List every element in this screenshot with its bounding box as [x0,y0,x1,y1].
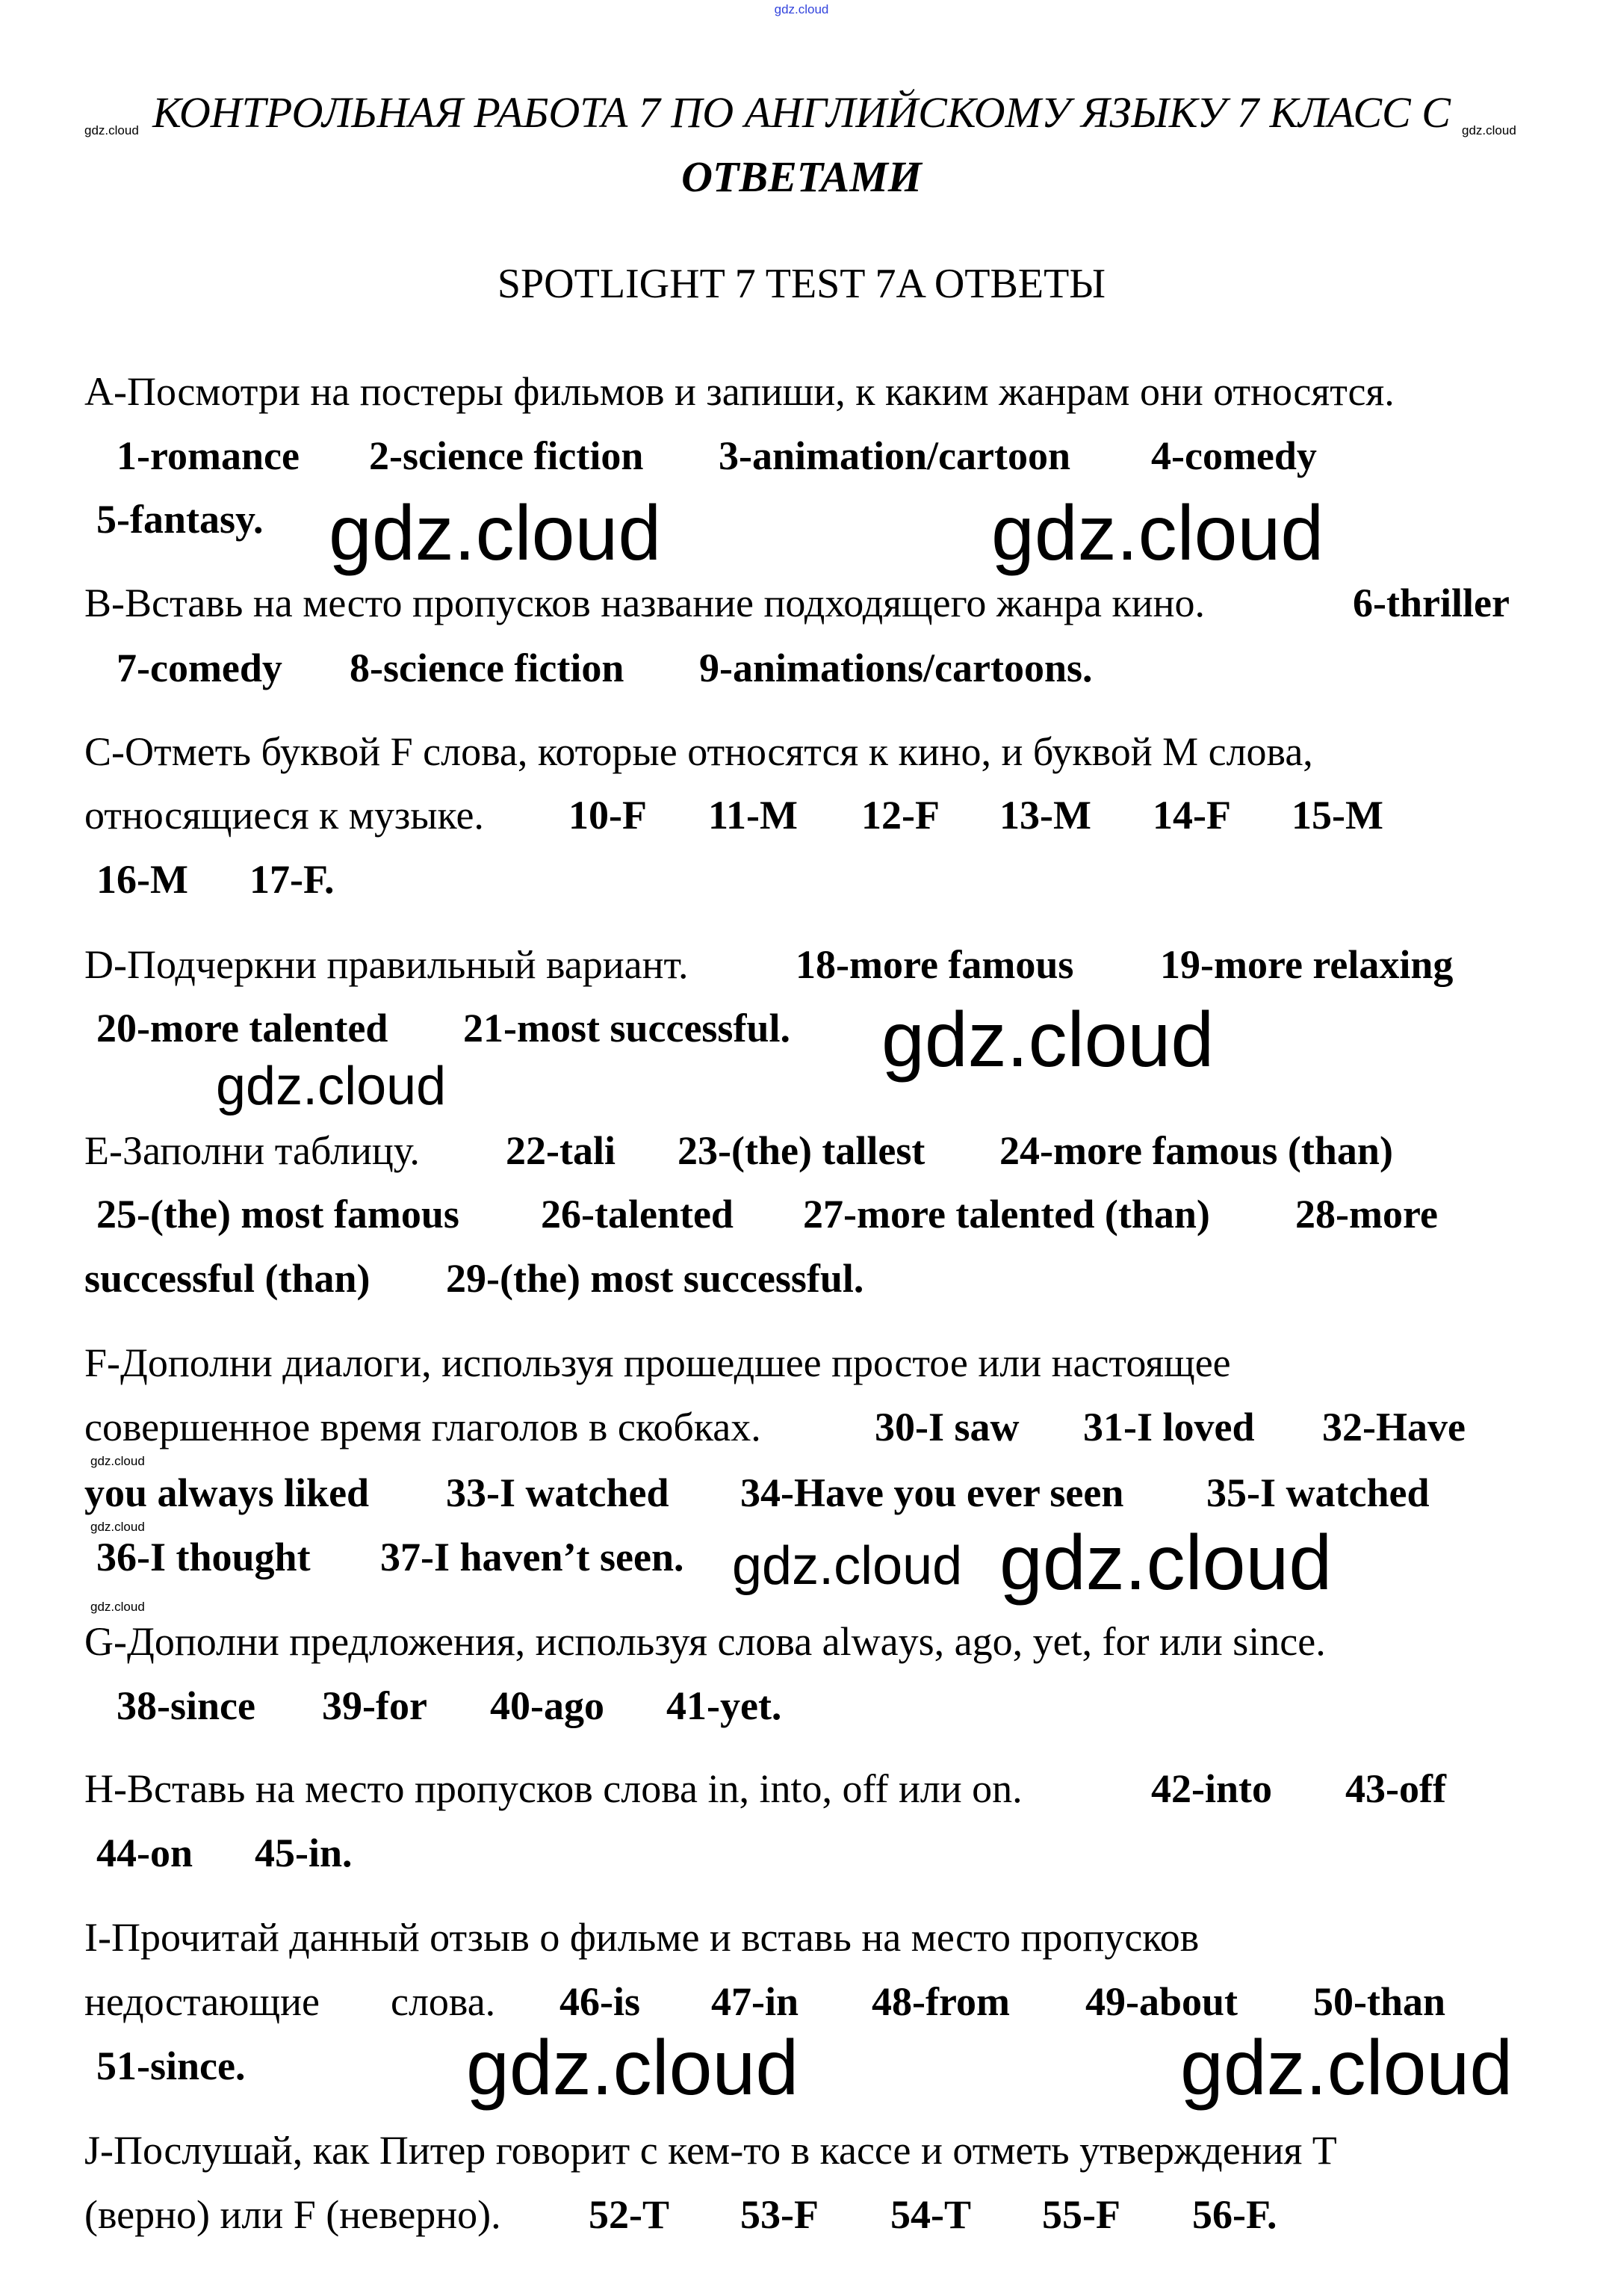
watermark-small: gdz.cloud [90,1520,145,1534]
answer: 39-for [322,1683,427,1728]
answer: 35-I watched [1206,1470,1430,1515]
document-heading: SPOTLIGHT 7 TEST 7A ОТВЕТЫ [497,261,1106,307]
answer: 8-science fiction [350,646,624,690]
answer: 34-Have you ever seen [740,1470,1124,1515]
answer: 3-animation/cartoon [719,433,1070,478]
instruction-i: недостающие [84,1979,320,2024]
answer: 49-about [1085,1979,1238,2024]
answer: 1-romance [117,433,300,478]
watermark-top: gdz.cloud [774,2,829,16]
answer: 5-fantasy. [96,497,264,542]
answer: 4-comedy [1151,433,1317,478]
instruction-c: относящиеся к музыке. [84,793,484,838]
answer: 32-Have [1322,1405,1466,1449]
answer: 13-M [999,793,1091,838]
answer: 14-F [1153,793,1231,838]
watermark: gdz.cloud [881,997,1215,1083]
instruction-j: J-Послушай, как Питер говорит с кем-то в кассе и отметь утверждения T [84,2128,1337,2173]
answer: 33-I watched [446,1470,669,1515]
watermark-small: gdz.cloud [90,1454,145,1468]
instruction-f: совершенное время глаголов в скобках. [84,1405,761,1449]
answer: 26-talented [541,1192,734,1237]
watermark-small: gdz.cloud [84,123,139,137]
answer: 37-I haven’t seen. [380,1535,684,1579]
instruction-i: I-Прочитай данный отзыв о фильме и вставь на место пропусков [84,1915,1200,1960]
answer: 25-(the) most famous [96,1192,459,1237]
answer: 11-M [708,793,798,838]
instruction-f: F-Дополни диалоги, используя прошедшее простое или настоящее [84,1340,1231,1385]
answer: 18-more famous [796,942,1074,987]
instruction-h: H-Вставь на место пропусков слова in, into, off или on. [84,1766,1023,1811]
answer: 50-than [1313,1979,1446,2024]
answer: 23-(the) tallest [678,1128,925,1173]
answer: successful (than) [84,1256,370,1301]
answer: 10-F [568,793,647,838]
answer: 36-I thought [96,1535,311,1579]
answer: 15-M [1292,793,1383,838]
answer: 24-more famous (than) [999,1128,1393,1173]
answer: 29-(the) most successful. [446,1256,864,1301]
answer: 2-science fiction [369,433,644,478]
answer: 53-F [740,2192,819,2237]
instruction-d: D-Подчеркни правильный вариант. [84,942,689,987]
answer: you always liked [84,1470,370,1515]
watermark: gdz.cloud [1180,2025,1513,2111]
watermark-small: gdz.cloud [90,1600,145,1614]
watermark: gdz.cloud [216,1056,447,1116]
answer: 6-thriller [1353,581,1510,625]
answer: 52-T [589,2192,669,2237]
answer: 51-since. [96,2043,246,2088]
answer: 16-M [96,857,188,902]
answer: 56-F. [1192,2192,1277,2237]
answer: 19-more relaxing [1160,942,1454,987]
answer: 43-off [1345,1766,1446,1811]
answer: 27-more talented (than) [803,1192,1210,1237]
instruction-b: B-Вставь на место пропусков название подходящего жанра кино. [84,581,1206,625]
answer: 54-T [890,2192,971,2237]
answer: 30-I saw [875,1405,1020,1449]
answer: 46-is [559,1979,640,2024]
answer: 12-F [861,793,940,838]
answer: 17-F. [249,857,335,902]
answer: 22-tali [506,1128,616,1173]
answer: 41-yet. [666,1683,782,1728]
answer: 7-comedy [117,646,282,690]
answer: 31-I loved [1083,1405,1255,1449]
watermark: gdz.cloud [991,490,1324,577]
watermark: gdz.cloud [999,1520,1333,1606]
answer: 9-animations/cartoons. [699,646,1093,690]
watermark-small: gdz.cloud [1462,123,1516,137]
document-title: КОНТРОЛЬНАЯ РАБОТА 7 ПО АНГЛИЙСКОМУ ЯЗЫКУ 7 КЛАСС С [152,88,1451,137]
watermark: gdz.cloud [732,1536,963,1596]
answer: 45-in. [255,1831,353,1875]
answer: 55-F [1042,2192,1120,2237]
instruction-e: E-Заполни таблицу. [84,1128,420,1173]
instruction-j: (верно) или F (неверно). [84,2192,501,2237]
answer: 44-on [96,1831,193,1875]
answer: 48-from [872,1979,1010,2024]
instruction-c: C-Отметь буквой F слова, которые относятся к кино, и буквой M слова, [84,729,1313,774]
answer: 28-more [1295,1192,1438,1237]
instruction-g: G-Дополни предложения, используя слова always, ago, yet, for или since. [84,1619,1326,1664]
document-title-line2: ОТВЕТАМИ [681,152,922,201]
answer: 42-into [1151,1766,1272,1811]
answer: 40-ago [490,1683,604,1728]
answer: 38-since [117,1683,255,1728]
watermark: gdz.cloud [466,2025,799,2111]
answer: 20-more talented [96,1006,388,1050]
answer: 21-most successful. [463,1006,790,1050]
watermark: gdz.cloud [329,490,662,577]
answer: 47-in [711,1979,799,2024]
instruction-i: слова. [391,1979,496,2024]
instruction-a: A-Посмотри на постеры фильмов и запиши, к каким жанрам они относятся. [84,369,1395,414]
